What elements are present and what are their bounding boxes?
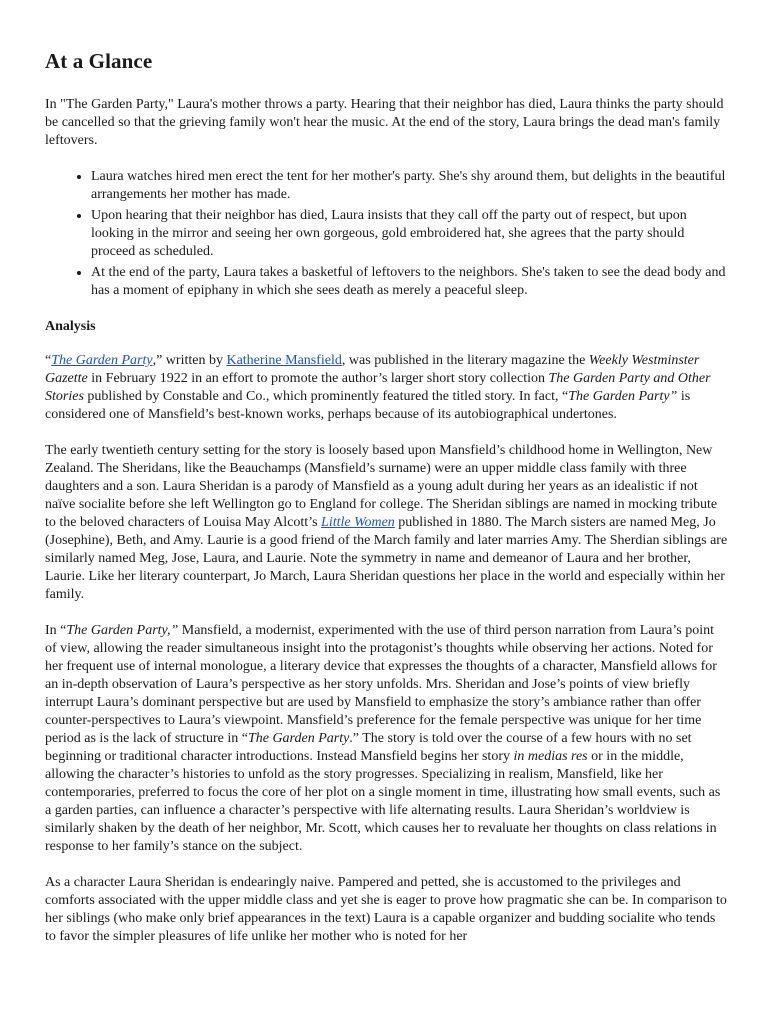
analysis-paragraph-2 <box>45 442 728 604</box>
analysis-paragraph-4: As a character Laura Sheridan is endearingly naive. Pampered and petted, she is accustomed to the privileges and comforts associated with the upper middle class and yet she is eager to prove how pragmatic she can be. In comparison to her siblings (who make only brief appearances in the text) Laura is a capable organizer and budding socialite who tends to favor the simpler pleasures of life unlike her mother who is noted for her <box>45 875 727 944</box>
text-run: is considered one of Mansfield’s best-known works, perhaps because of its autobiographical undertones. <box>45 389 691 422</box>
list-item: • Laura watches hired men erect the tent for her mother's party. She's shy around them, but delights in the beautiful arrangements her mother has made. <box>91 168 728 204</box>
text-run: published by Constable and Co., which prominently featured the titled story. In fact, “ <box>83 389 569 404</box>
story-title: The Garden Party,” <box>66 623 179 638</box>
text-run: .” The story is told over the course of a few hours with no set beginning or traditional character introductions. Instead Mansfield begins her story <box>45 731 692 764</box>
text-run: The early twentieth century setting for the story is loosely based upon Mansfield’s childhood home in Wellington, New Zealand. The Sheridans, like the Beauchamps (Mansfield’s surname) were an upper middle class family with three daughters and a son. Laura Sheridan is a parody of Mansfield as a young adult during her years as an idealistic if not naïve socialite before she left Wellington go to England for college. The Sheridan siblings are named in mocking tribute to the beloved characters of Louisa May Alcott’s <box>45 443 718 530</box>
analysis-paragraph-3 <box>45 622 728 856</box>
story-title: The Garden Party” <box>568 389 678 404</box>
list-item: • Upon hearing that their neighbor has died, Laura insists that they call off the party out of respect, but upon looking in the mirror and seeing her own gorgeous, gold embroidered hat, she agrees that the party should proceed as scheduled. <box>91 207 728 261</box>
page-title: At a Glance <box>45 49 153 73</box>
gazette-title: Weekly Westminster Gazette <box>45 353 700 386</box>
analysis-heading: Analysis <box>45 319 96 334</box>
text-run: ,” written by <box>152 353 227 368</box>
collection-title: The Garden Party and Other Stories <box>45 371 711 404</box>
summary-list <box>45 168 728 300</box>
little-women-link[interactable]: Little Women <box>321 515 395 530</box>
analysis-paragraph-1 <box>45 352 728 424</box>
text-run: or in the middle, allowing the character’s histories to unfold as the story progresses. Specializing in realism, Mansfield, like her contemporaries, preferred to focus the core of her plot on a single moment in time, illustrating how small events, such as a garden parties, can influence a character’s perspective with life alternating results. Laura Sheridan’s worldview is similarly shaken by the death of her neighbor, Mr. Scott, which causes her to revaluate her thoughts on class relations in response to her family’s stance on the subject. <box>45 749 721 854</box>
intro-paragraph: In "The Garden Party," Laura's mother throws a party. Hearing that their neighbor has died, Laura thinks the party should be cancelled so that the grieving family won't hear the music. At the end of the story, Laura brings the dead man's family leftovers. <box>45 97 724 148</box>
text-run: Mansfield, a modernist, experimented with the use of third person narration from Laura’s point of view, allowing the reader simultaneous insight into the protagonist’s thoughts while observing her actions. Noted for her frequent use of internal monologue, a literary device that expresses the thoughts of a character, Mansfield allows for an in-depth observation of Laura’s perspective as her story unfolds. Mrs. Sheridan and Jose’s points of view briefly interrupt Laura’s dominant perspective but are used by Mansfield to emphasize the story’s ambiance rather than offer counter-perspectives to Laura’s viewpoint. Mansfield’s preference for the female perspective was unique for her time period as is the lack of structure in “ <box>45 623 717 746</box>
text-run: in February 1922 in an effort to promote the author’s larger short story collection <box>87 371 549 386</box>
text-run: In “ <box>45 623 67 638</box>
latin-phrase: in medias res <box>513 749 588 764</box>
mansfield-link[interactable]: Katherine Mansfield <box>226 353 342 368</box>
text-run: , was published in the literary magazine the <box>341 353 589 368</box>
text-run: published in 1880. The March sisters are named Meg, Jo (Josephine), Beth, and Amy. Laurie is a good friend of the March family and later marries Amy. The Sherdian siblings are similarly named Meg, Jose, Laura, and Laurie. Note the symmetry in name and demeanor of Laura and her brother, Laurie. Like her literary counterpart, Jo March, Laura Sheridan questions her place in the world and especially within her family. <box>45 515 728 602</box>
story-title: The Garden Party <box>247 731 350 746</box>
garden-party-link[interactable]: The Garden Party <box>51 353 153 368</box>
list-item: • At the end of the party, Laura takes a basketful of leftovers to the neighbors. She's taken to see the dead body and has a moment of epiphany in which she sees death as merely a peaceful sleep. <box>91 264 728 300</box>
text-run: “ <box>45 353 52 368</box>
